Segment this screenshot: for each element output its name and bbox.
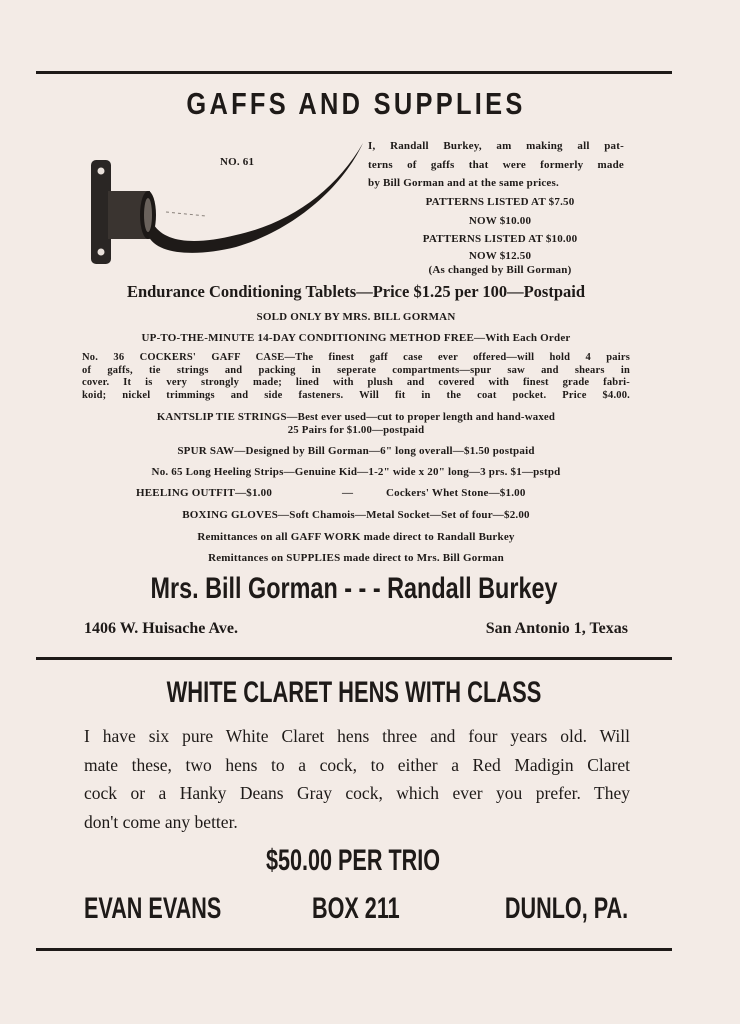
ad2-box: BOX 211	[312, 892, 400, 925]
spur-saw-line: SPUR SAW—Designed by Bill Gorman—6" long overall—$1.50 postpaid	[177, 445, 535, 457]
pattern-2: PATTERNS LISTED AT $10.00	[422, 233, 578, 245]
case-line: koid; nickel trimmings and side fasteners. Will fit in the coat pocket. Price $4.00.	[82, 389, 630, 401]
ad1-city: San Antonio 1, Texas	[485, 620, 628, 637]
body-line: don't come any better.	[84, 811, 238, 832]
tablets-line: Endurance Conditioning Tablets—Price $1.25 per 100—Postpaid	[126, 282, 586, 301]
ad2-location: DUNLO, PA.	[504, 892, 628, 925]
heeling-strips-line: No. 65 Long Heeling Strips—Genuine Kid—1-2" wide x 20" long—3 prs. $1—pstpd	[151, 466, 561, 478]
case-line: No. 36 COCKERS' GAFF CASE—The finest gaff case ever offered—will hold 4 pairs	[82, 352, 630, 363]
intro-line: terns of gaffs that were formerly made	[368, 158, 624, 171]
ad2-body	[84, 722, 630, 836]
body-line: mate these, two hens to a cock, to either a Red Madigin Claret	[84, 754, 630, 775]
kantslip-line: 25 Pairs for $1.00—postpaid	[287, 424, 425, 436]
heeling-outfit: HEELING OUTFIT—$1.00	[136, 487, 273, 499]
gaff-case-paragraph	[82, 352, 630, 402]
body-line: I have six pure White Claret hens three and four years old. Will	[84, 726, 630, 746]
ad1-intro	[368, 137, 624, 193]
method-line: UP-TO-THE-MINUTE 14-DAY CONDITIONING METHOD FREE—With Each Order	[141, 332, 571, 344]
ad1-heading: GAFFS AND SUPPLIES	[186, 86, 526, 121]
ad2-name: EVAN EVANS	[84, 892, 222, 925]
pattern-1-now: NOW $10.00	[468, 214, 532, 227]
intro-line: I, Randall Burkey, am making all pat-	[368, 140, 624, 152]
pattern-2-now: NOW $12.50	[468, 249, 532, 262]
pattern-1: PATTERNS LISTED AT $7.50	[425, 196, 575, 208]
intro-line: by Bill Gorman and at the same prices.	[368, 177, 559, 189]
ad1-address: 1406 W. Huisache Ave.	[84, 620, 238, 637]
bottom-rule	[36, 948, 672, 951]
ad2-price: $50.00 PER TRIO	[265, 844, 441, 877]
ad2-heading: WHITE CLARET HENS WITH CLASS	[166, 676, 542, 709]
remit-supplies-line: Remittances on SUPPLIES made direct to Mrs. Bill Gorman	[208, 552, 504, 564]
sold-only-line: SOLD ONLY BY MRS. BILL GORMAN	[256, 311, 456, 323]
kantslip-paragraph	[82, 411, 630, 437]
body-line: cock or a Hanky Deans Gray cock, which ever you prefer. They	[84, 783, 630, 803]
remit-gaff-line: Remittances on all GAFF WORK made direct to Randall Burkey	[197, 531, 515, 543]
kantslip-line: KANTSLIP TIE STRINGS—Best ever used—cut to proper length and hand-waxed	[156, 411, 556, 423]
item-number: NO. 61	[220, 156, 255, 168]
ad1-patterns	[360, 193, 640, 277]
separator-dash: —	[342, 487, 354, 499]
top-rule	[36, 71, 672, 74]
pattern-note: (As changed by Bill Gorman)	[428, 263, 572, 276]
case-line: of gaffs, tie strings and packing in seperate compartments—spur saw and shears in	[82, 364, 630, 376]
whet-stone: Cockers' Whet Stone—$1.00	[386, 487, 526, 499]
middle-rule	[36, 657, 672, 660]
ad1-names: Mrs. Bill Gorman - - - Randall Burkey	[150, 572, 558, 605]
boxing-gloves-line: BOXING GLOVES—Soft Chamois—Metal Socket—Set of four—$2.00	[182, 509, 530, 521]
case-line: cover. It is very strongly made; lined with plush and covered with finest grade fabri-	[82, 377, 630, 388]
